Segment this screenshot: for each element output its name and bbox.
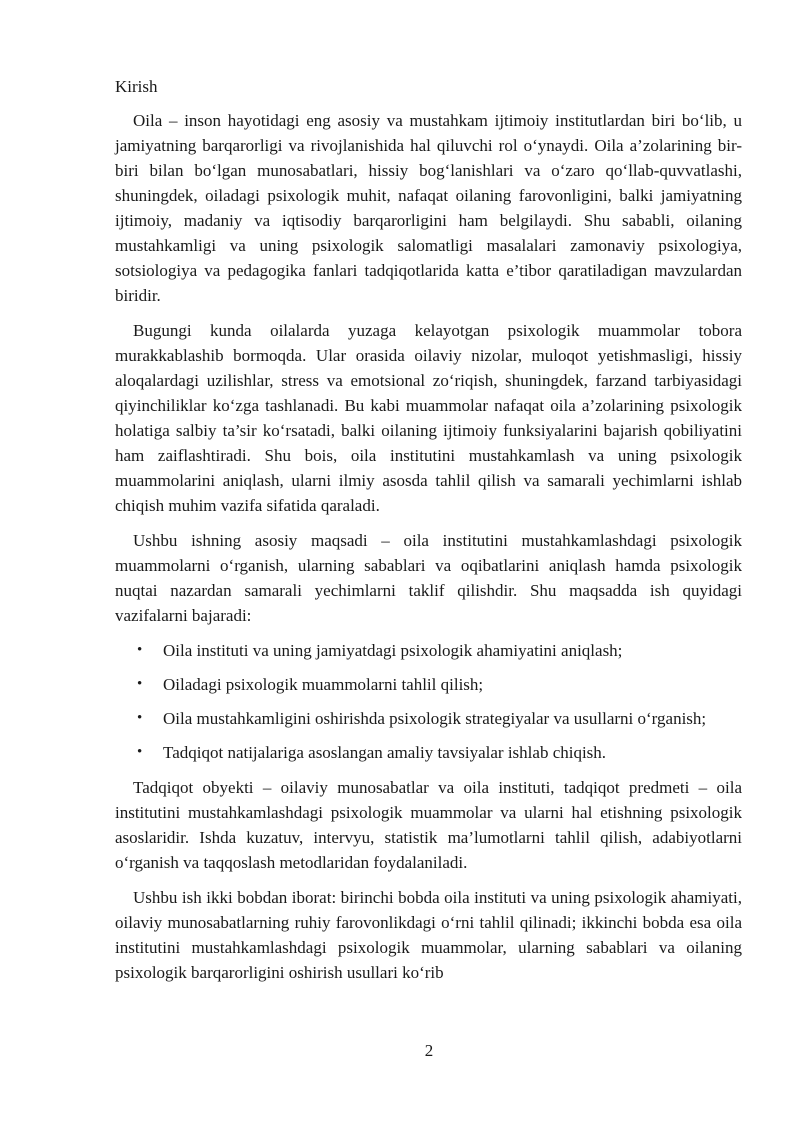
bullet-icon: • — [137, 744, 143, 760]
task-list-item-text: Oila instituti va uning jamiyatdagi psixologik ahamiyatini aniqlash; — [163, 641, 623, 660]
paragraph-research-object: Tadqiqot obyekti – oilaviy munosabatlar va oila instituti, tadqiqot predmeti – oila institutini mustahkamlashdagi psixologik muammolar va ularni hal etishning psixologik asoslaridir. Ishda kuzatuv, intervyu, statistik ma’lumotlarni tahlil qilish, adabiyotlarni o‘rganish va taqqoslash metodlaridan foydalaniladi. — [115, 778, 742, 872]
paragraph-problems: Bugungi kunda oilalarda yuzaga kelayotgan psixologik muammolar tobora murakkablashib bormoqda. Ular orasida oilaviy nizolar, muloqot yetishmasligi, hissiy aloqalardagi uzilishlar, stress va emotsional zo‘riqish, shuningdek, farzand tarbiyasidagi qiyinchiliklar ko‘zga tashlanadi. Bu kabi muammolar nafaqat oila a’zolarining psixologik holatiga salbiy ta’sir ko‘rsatadi, balki oilaning ijtimoiy funksiyalarini bajarish qobiliyatini ham zaiflashtiradi. Shu bois, oila institutini mustahkamlash va uning psixologik muammolarini aniqlash, ularni ilmiy asosda tahlil qilish va samarali yechimlarni ishlab chiqish muhim vazifa sifatida qaraladi. — [115, 321, 742, 515]
bullet-icon: • — [137, 676, 143, 692]
task-list-item — [115, 638, 742, 663]
document-page — [115, 68, 742, 995]
task-list-item-text: Oila mustahkamligini oshirishda psixologik strategiyalar va usullarni o‘rganish; — [163, 709, 707, 728]
paragraph-goal: Ushbu ishning asosiy maqsadi – oila institutini mustahkamlashdagi psixologik muammolarni o‘rganish, ularning sabablari va oqibatlarini aniqlash hamda psixologik nuqtai nazardan samarali yechimlarni taklif qilishdir. Shu maqsadda ish quyidagi vazifalarni bajaradi: — [115, 531, 742, 625]
task-list-item — [115, 672, 742, 697]
paragraph-structure: Ushbu ish ikki bobdan iborat: birinchi bobda oila instituti va uning psixologik ahamiyati, oilaviy munosabatlarning ruhiy farovonlikdagi o‘rni tahlil qilinadi; ikkinchi bobda esa oila institutini mustahkamlashdagi psixologik muammolar, ularning sabablari va oilaning psixologik barqarorligini oshirish usullari ko‘rib — [115, 888, 742, 982]
page-number: 2 — [424, 1041, 434, 1060]
task-list-item — [115, 706, 742, 731]
paragraph-introduction: Oila – inson hayotidagi eng asosiy va mustahkam ijtimoiy institutlardan biri bo‘lib, u jamiyatning barqarorligi va rivojlanishida hal qiluvchi rol o‘ynaydi. Oila a’zolarining bir-biri bilan bo‘lgan munosabatlari, hissiy bog‘lanishlari va o‘zaro qo‘llab-quvvatlashi, shuningdek, oiladagi psixologik muhit, nafaqat oilaning farovonligini, balki jamiyatning ijtimoiy, madaniy va iqtisodiy barqarorligini ham belgilaydi. Shu sababli, oilaning mustahkamligi va uning psixologik salomatligi masalalari zamonaviy psixologiya, sotsiologiya va pedagogika fanlari tadqiqotlarida katta e’tibor qaratiladigan mavzulardan biridir. — [115, 111, 742, 305]
task-list-item — [115, 740, 742, 765]
task-list-item-text: Oiladagi psixologik muammolarni tahlil qilish; — [163, 675, 484, 694]
section-heading: Kirish — [115, 77, 158, 96]
task-list — [115, 638, 742, 765]
bullet-icon: • — [137, 642, 143, 658]
bullet-icon: • — [137, 710, 143, 726]
task-list-item-text: Tadqiqot natijalariga asoslangan amaliy tavsiyalar ishlab chiqish. — [163, 743, 607, 762]
